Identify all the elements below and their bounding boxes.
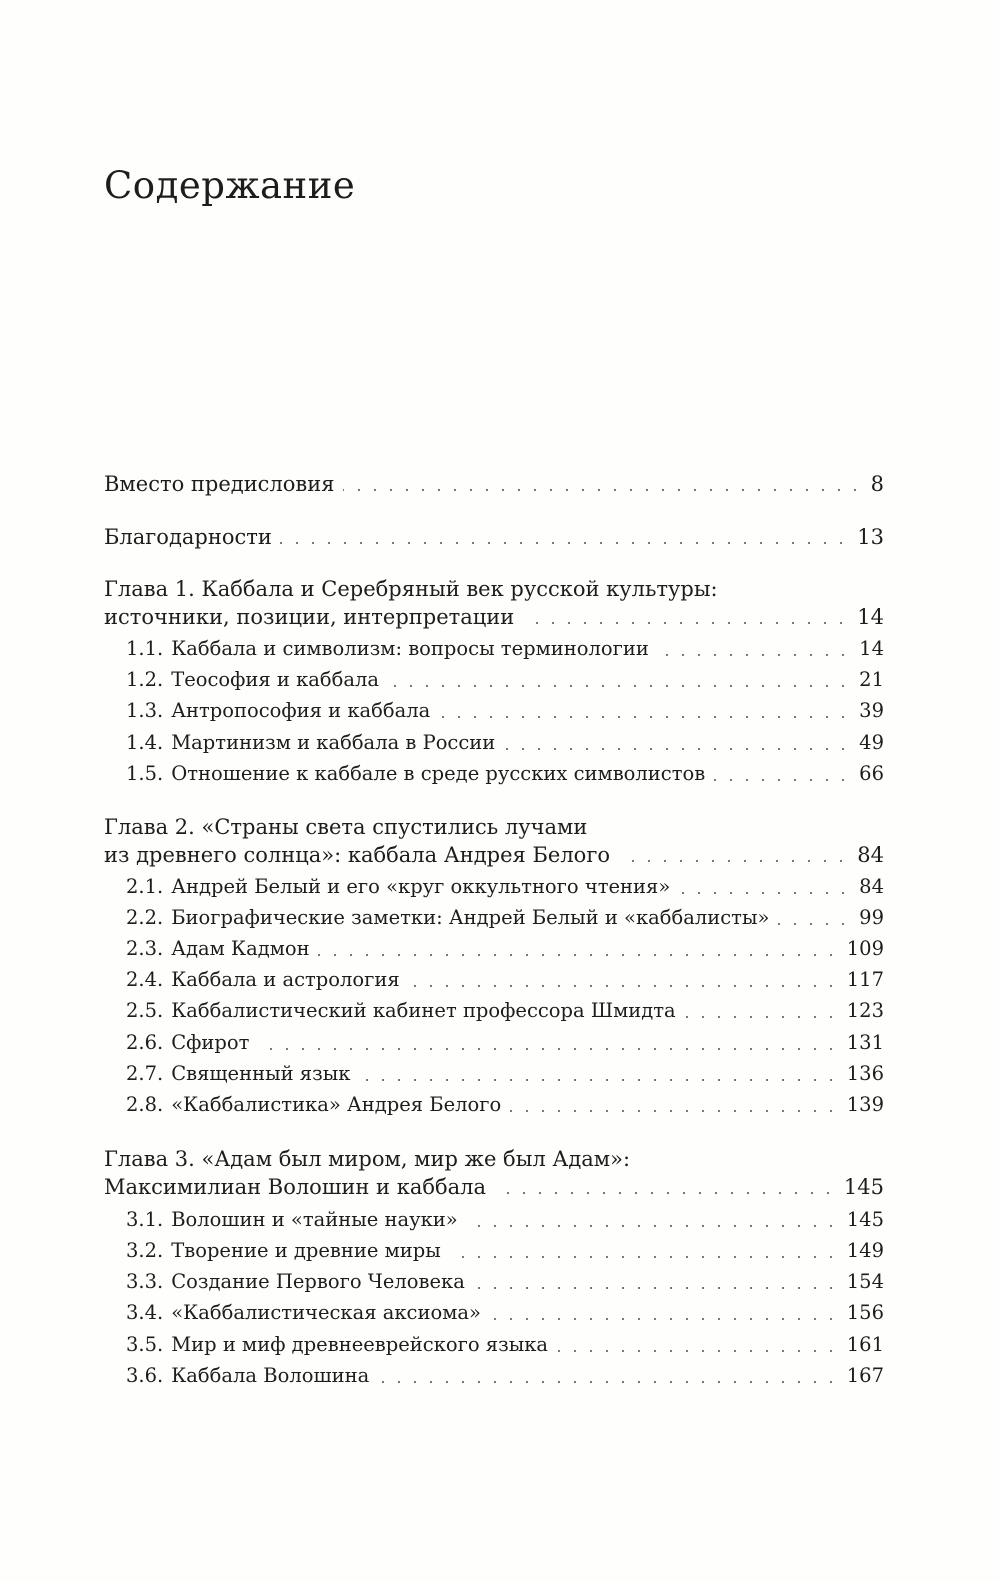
dot-leader (509, 1110, 839, 1112)
toc-chapter-entry[interactable] (104, 813, 884, 841)
table-of-contents (104, 0, 884, 1581)
dot-leader (489, 1318, 839, 1320)
toc-section-entry[interactable] (104, 760, 884, 788)
section-number: 2.7. (126, 1062, 164, 1085)
dot-leader (556, 1350, 839, 1352)
dot-leader (408, 985, 839, 987)
page-number: 145 (846, 1208, 884, 1231)
page-number: 131 (846, 1031, 884, 1054)
section-title-text: Каббала и символизм: вопросы терминологии (171, 637, 649, 660)
section-number: 3.2. (126, 1239, 164, 1262)
toc-section-entry[interactable] (104, 1331, 884, 1359)
page-number: 8 (870, 472, 884, 496)
page-number: 14 (859, 637, 884, 660)
toc-section-entry[interactable] (104, 1237, 884, 1265)
page-number: 139 (846, 1093, 884, 1116)
toc-section-entry[interactable] (104, 1206, 884, 1234)
section-title-text: «Каббалистическая аксиома» (171, 1301, 481, 1324)
toc-section-entry[interactable] (104, 1091, 884, 1119)
toc-section-entry[interactable] (104, 635, 884, 663)
toc-section-entry[interactable] (104, 997, 884, 1025)
page-number: 149 (846, 1239, 884, 1262)
section-title-text: Антропософия и каббала (171, 699, 431, 722)
section-title-text: Мартинизм и каббала в России (171, 731, 496, 754)
section-number: 2.5. (126, 999, 164, 1022)
toc-entry[interactable] (104, 523, 884, 551)
page-number: 13 (857, 525, 884, 549)
section-title (126, 635, 649, 663)
entry-title: Благодарности (104, 525, 272, 549)
page-number: 167 (846, 1364, 884, 1387)
toc-chapter-entry[interactable] (104, 1145, 884, 1173)
dot-leader (343, 489, 863, 491)
page-number: 39 (859, 699, 884, 722)
section-number: 3.6. (126, 1364, 164, 1387)
toc-section-entry[interactable] (104, 873, 884, 901)
section-number: 2.2. (126, 906, 164, 929)
chapter-title-line1: Глава 1. Каббала и Серебряный век русской культуры: (104, 577, 718, 601)
chapter-title-line1: Глава 2. «Страны света спустились лучами (104, 815, 588, 839)
toc-entry[interactable] (104, 470, 884, 498)
section-number: 1.4. (126, 731, 164, 754)
dot-leader (377, 1381, 839, 1383)
page-number: 117 (846, 968, 884, 991)
dot-leader (503, 748, 851, 750)
section-number: 3.1. (126, 1208, 164, 1231)
chapter-title-line2: источники, позиции, интерпретации (104, 605, 515, 629)
dot-leader (438, 716, 851, 718)
page-number: 14 (857, 605, 884, 629)
page-number: 156 (846, 1301, 884, 1324)
chapter-title-line2: из древнего солнца»: каббала Андрея Белого (104, 843, 610, 867)
section-title (126, 697, 430, 725)
section-title-text: Биографические заметки: Андрей Белый и «каббалисты» (171, 906, 770, 929)
page-number: 84 (857, 843, 884, 867)
dot-leader (494, 1192, 836, 1194)
section-title (126, 966, 400, 994)
toc-section-entry[interactable] (104, 666, 884, 694)
section-number: 1.5. (126, 762, 164, 785)
toc-section-entry[interactable] (104, 966, 884, 994)
section-title-text: Андрей Белый и его «круг оккультного чтения» (171, 875, 671, 898)
toc-section-entry[interactable] (104, 1362, 884, 1390)
dot-leader (387, 685, 851, 687)
section-number: 1.1. (126, 637, 164, 660)
section-title (126, 873, 670, 901)
section-number: 2.3. (126, 937, 164, 960)
section-title-text: Каббалистический кабинет профессора Шмидта (171, 999, 676, 1022)
dot-leader (466, 1225, 839, 1227)
section-title (126, 760, 705, 788)
section-number: 1.2. (126, 668, 164, 691)
toc-chapter-entry-continued[interactable] (104, 841, 884, 869)
page-number: 21 (859, 668, 884, 691)
dot-leader (473, 1287, 839, 1289)
section-title-text: Священный язык (171, 1062, 351, 1085)
toc-chapter-entry-continued[interactable] (104, 603, 884, 631)
dot-leader (318, 954, 839, 956)
section-title-text: Мир и миф древнееврейского языка (171, 1333, 549, 1356)
toc-section-entry[interactable] (104, 904, 884, 932)
page-number: 99 (859, 906, 884, 929)
section-title-text: Отношение к каббале в среде русских символистов (171, 762, 706, 785)
section-title-text: Теософия и каббала (171, 668, 380, 691)
section-title (126, 1060, 350, 1088)
section-title-text: Каббала Волошина (171, 1364, 370, 1387)
dot-leader (657, 654, 851, 656)
section-title (126, 729, 495, 757)
dot-leader (777, 923, 851, 925)
page-number: 145 (843, 1175, 884, 1199)
page-number: 49 (859, 731, 884, 754)
toc-section-entry[interactable] (104, 935, 884, 963)
section-number: 2.8. (126, 1093, 164, 1116)
section-number: 3.3. (126, 1270, 164, 1293)
section-title (126, 666, 379, 694)
section-number: 2.1. (126, 875, 164, 898)
page-number: 66 (859, 762, 884, 785)
dot-leader (618, 860, 849, 862)
toc-section-entry[interactable] (104, 1060, 884, 1088)
toc-section-entry[interactable] (104, 697, 884, 725)
section-title-text: Творение и древние миры (171, 1239, 441, 1262)
dot-leader (522, 622, 849, 624)
section-title-text: Создание Первого Человека (171, 1270, 465, 1293)
dot-leader (684, 1016, 839, 1018)
section-title-text: Адам Кадмон (171, 937, 310, 960)
section-number: 3.5. (126, 1333, 164, 1356)
dot-leader (280, 542, 849, 544)
section-number: 1.3. (126, 699, 164, 722)
page-number: 136 (846, 1062, 884, 1085)
chapter-title-line1: Глава 3. «Адам был миром, мир же был Адам»: (104, 1147, 631, 1171)
dot-leader (257, 1048, 839, 1050)
section-title (126, 1237, 441, 1265)
page-number: 123 (846, 999, 884, 1022)
section-title-text: «Каббалистика» Андрея Белого (171, 1093, 502, 1116)
toc-section-entry[interactable] (104, 1299, 884, 1327)
section-title-text: Каббала и астрология (171, 968, 400, 991)
section-title (126, 1299, 481, 1327)
dot-leader (358, 1079, 839, 1081)
page-title: Содержание (104, 164, 356, 207)
section-title-text: Волошин и «тайные науки» (171, 1208, 458, 1231)
page-number: 161 (846, 1333, 884, 1356)
section-title (126, 1362, 369, 1390)
dot-leader (449, 1256, 839, 1258)
toc-section-entry[interactable] (104, 1268, 884, 1296)
section-title (126, 1331, 548, 1359)
dot-leader (678, 892, 851, 894)
section-number: 3.4. (126, 1301, 164, 1324)
entry-title: Вместо предисловия (104, 472, 335, 496)
toc-chapter-entry[interactable] (104, 575, 884, 603)
dot-leader (713, 779, 851, 781)
section-number: 2.4. (126, 968, 164, 991)
toc-section-entry[interactable] (104, 1029, 884, 1057)
section-title-text: Сфирот (171, 1031, 250, 1054)
page-number: 109 (846, 937, 884, 960)
section-title (126, 1268, 465, 1296)
section-number: 2.6. (126, 1031, 164, 1054)
chapter-title-line2: Максимилиан Волошин и каббала (104, 1175, 486, 1199)
section-title (126, 935, 310, 963)
section-title (126, 904, 769, 932)
page-number: 84 (859, 875, 884, 898)
toc-chapter-entry-continued[interactable] (104, 1173, 884, 1201)
toc-section-entry[interactable] (104, 729, 884, 757)
section-title (126, 997, 676, 1025)
page-number: 154 (846, 1270, 884, 1293)
section-title (126, 1091, 501, 1119)
section-title (126, 1029, 249, 1057)
section-title (126, 1206, 458, 1234)
